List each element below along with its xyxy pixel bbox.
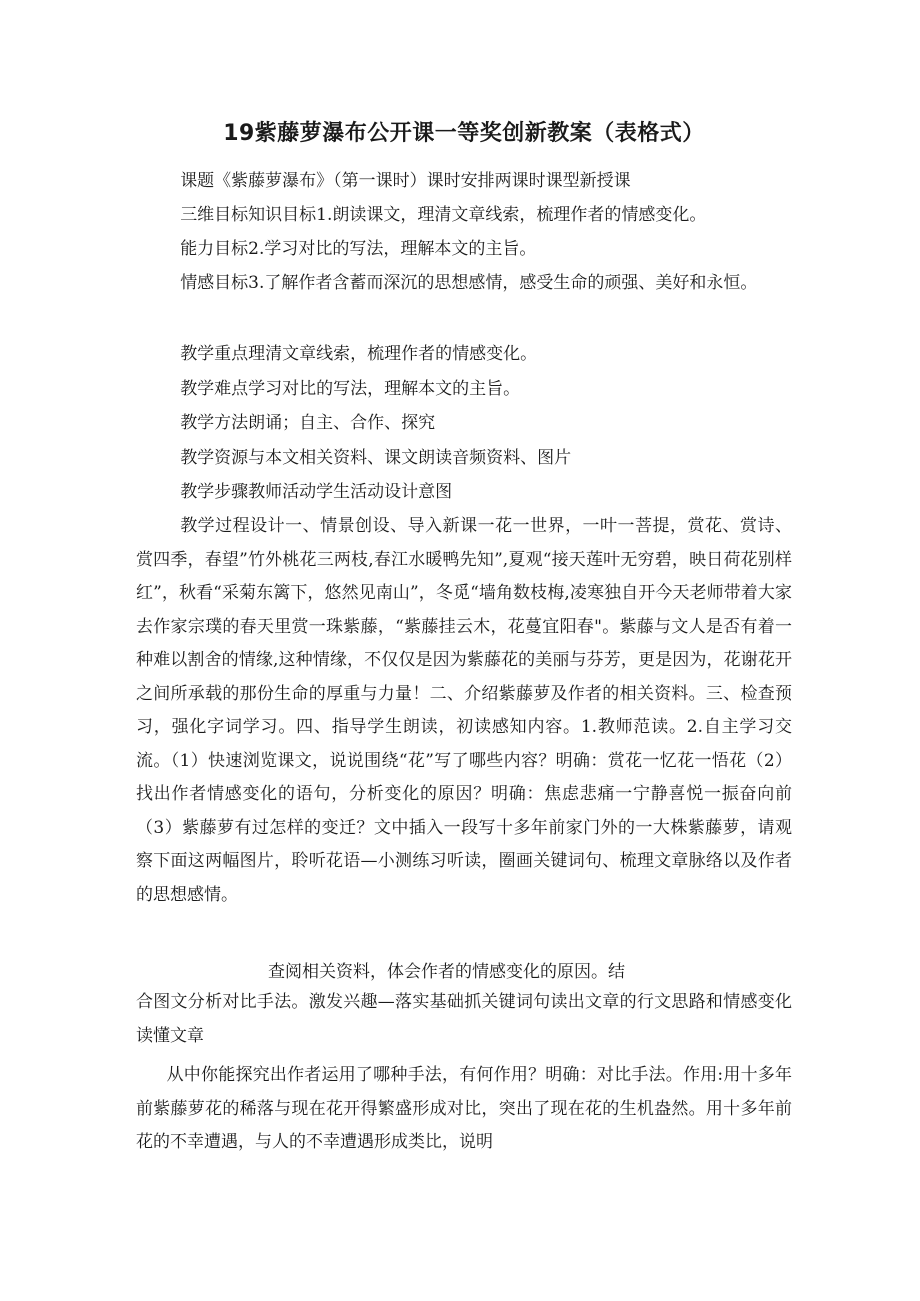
paragraph-teaching-resources: 教学资源与本文相关资料、课文朗读音频资料、图片: [180, 448, 572, 468]
paragraph-contrast-technique: 从中你能探究出作者运用了哪种手法，有何作用？明确：对比手法。作用:用十多年前紫藤萝花的稀落与现在花开得繁盛形成对比，突出了现在花的生机盎然。用十多年前花的不幸遭遇，与人的不幸遭遇形成类比，说明: [136, 1065, 792, 1152]
paragraph-difficult-point: 教学难点学习对比的写法，理解本文的主旨。: [180, 379, 521, 399]
paragraph-teaching-method: 教学方法朗诵；自主、合作、探究: [180, 413, 436, 433]
paragraph-lesson-info: 课题《紫藤萝瀑布》（第一课时）课时安排两课时课型新授课: [180, 171, 631, 191]
paragraph-design-intent: 合图文分析对比手法。激发兴趣—落实基础抓关键词句读出文章的行文思路和情感变化读懂文章: [136, 992, 792, 1046]
paragraph-ability-goal: 能力目标2.学习对比的写法，理解本文的主旨。: [180, 239, 537, 259]
paragraph-teaching-process: 教学过程设计一、情景创设、导入新课一花一世界，一叶一菩提，赏花、赏诗、赏四季，春望”竹外桃花三两枝,春江水暖鸭先知”,夏观“接天莲叶无穷碧，映日荷花别样红”，秋看“采菊东篱下，悠然见南山”，冬觅“墙角数枝梅,凌寒独自开今天老师带着大家去作家宗璞的春天里赏一珠紫藤，“紫藤挂云木，花蔓宜阳春"。紫藤与文人是否有着一种难以割舍的情缘,这种情缘，不仅仅是因为紫藤花的美丽与芬芳，更是因为，花谢花开之间所承载的那份生命的厚重与力量！二、介绍紫藤萝及作者的相关资料。三、检查预习，强化字词学习。四、指导学生朗读，初读感知内容。1.教师范读。2.自主学习交流。（1）快速浏览课文，说说围绕“花”写了哪些内容？明确：赏花一忆花一悟花（2）找出作者情感变化的语句，分析变化的原因？明确：焦虑悲痛一宁静喜悦一振奋向前（3）紫藤萝有过怎样的变迁？文中插入一段写十多年前家门外的一大株紫藤萝，请观察下面这两幅图片，聆听花语—小测练习听读，圈画关键词句、梳理文章脉络以及作者的思想感情。: [136, 516, 792, 905]
paragraph-teaching-steps: 教学步骤教师活动学生活动设计意图: [180, 482, 453, 502]
paragraph-emotion-goal: 情感目标3.了解作者含蓄而深沉的思想感情，感受生命的顽强、美好和永恒。: [180, 273, 758, 293]
document-title: 19紫藤萝瀑布公开课一等奖创新教案（表格式）: [223, 121, 705, 146]
paragraph-key-point: 教学重点理清文章线索，梳理作者的情感变化。: [180, 344, 538, 364]
paragraph-knowledge-goal: 三维目标知识目标1.朗读课文，理清文章线索，梳理作者的情感变化。: [180, 205, 707, 225]
paragraph-review-material: 查阅相关资料，体会作者的情感变化的原因。结: [268, 962, 625, 982]
